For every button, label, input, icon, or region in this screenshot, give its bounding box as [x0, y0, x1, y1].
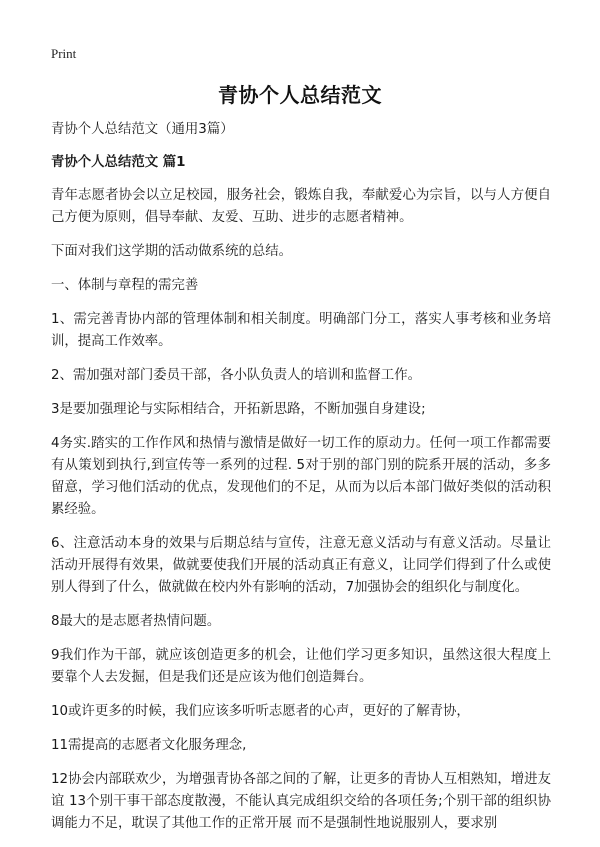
print-label: Print	[51, 46, 77, 61]
paragraph: 4务实.踏实的工作作风和热情与激情是做好一切工作的原动力。任何一项工作都需要有从策划到执行,到宣传等一系列的过程. 5对于别的部门别的院系开展的活动，多多留意，学习他们活动的优点，发现他们的不足，从而为以后本部门做好类似的活动积累经验。	[51, 436, 551, 517]
section-heading: 青协个人总结范文 篇1	[51, 155, 186, 170]
paragraph: 9我们作为干部，就应该创造更多的机会，让他们学习更多知识，虽然这很大程度上要靠个人去发掘，但是我们还是应该为他们创造舞台。	[51, 648, 551, 685]
paragraph: 下面对我们这学期的活动做系统的总结。	[51, 244, 293, 259]
paragraph: 1、需完善青协内部的管理体制和相关制度。明确部门分工，落实人事考核和业务培训，提高工作效率。	[51, 312, 551, 349]
paragraph: 6、注意活动本身的效果与后期总结与宣传，注意无意义活动与有意义活动。尽量让活动开展得有效果，做就要使我们开展的活动真正有意义，让同学们得到了什么或使别人得到了什么，做就做在校内外有影响的活动，7加强协会的组织化与制度化。	[51, 536, 551, 595]
paragraph: 12协会内部联欢少，为增强青协各部之间的了解，让更多的青协人互相熟知，增进友谊 13个别干事干部态度散漫，不能认真完成组织交给的各项任务;个别干部的组织协调能力不足，耽误了其他工作的正常开展 而不是强制性地说服别人，要求别	[51, 772, 551, 831]
paragraph: 3是要加强理论与实际相结合，开拓新思路，不断加强自身建设;	[51, 402, 426, 417]
paragraph: 10或许更多的时候，我们应该多听听志愿者的心声，更好的了解青协，	[51, 704, 470, 719]
paragraph: 11需提高的志愿者文化服务理念,	[51, 738, 247, 753]
paragraph: 青年志愿者协会以立足校园，服务社会，锻炼自我，奉献爱心为宗旨，以与人方便自己方便为原则，倡导奉献、友爱、互助、进步的志愿者精神。	[51, 188, 551, 225]
document-subtitle: 青协个人总结范文（通用3篇）	[51, 122, 234, 137]
document-body	[51, 119, 551, 847]
document-title: 青协个人总结范文	[218, 83, 382, 107]
paragraph: 2、需加强对部门委员干部，各小队负责人的培训和监督工作。	[51, 368, 422, 383]
paragraph: 8最大的是志愿者热情问题。	[51, 614, 221, 629]
paragraph: 一、体制与章程的需完善	[51, 278, 199, 293]
